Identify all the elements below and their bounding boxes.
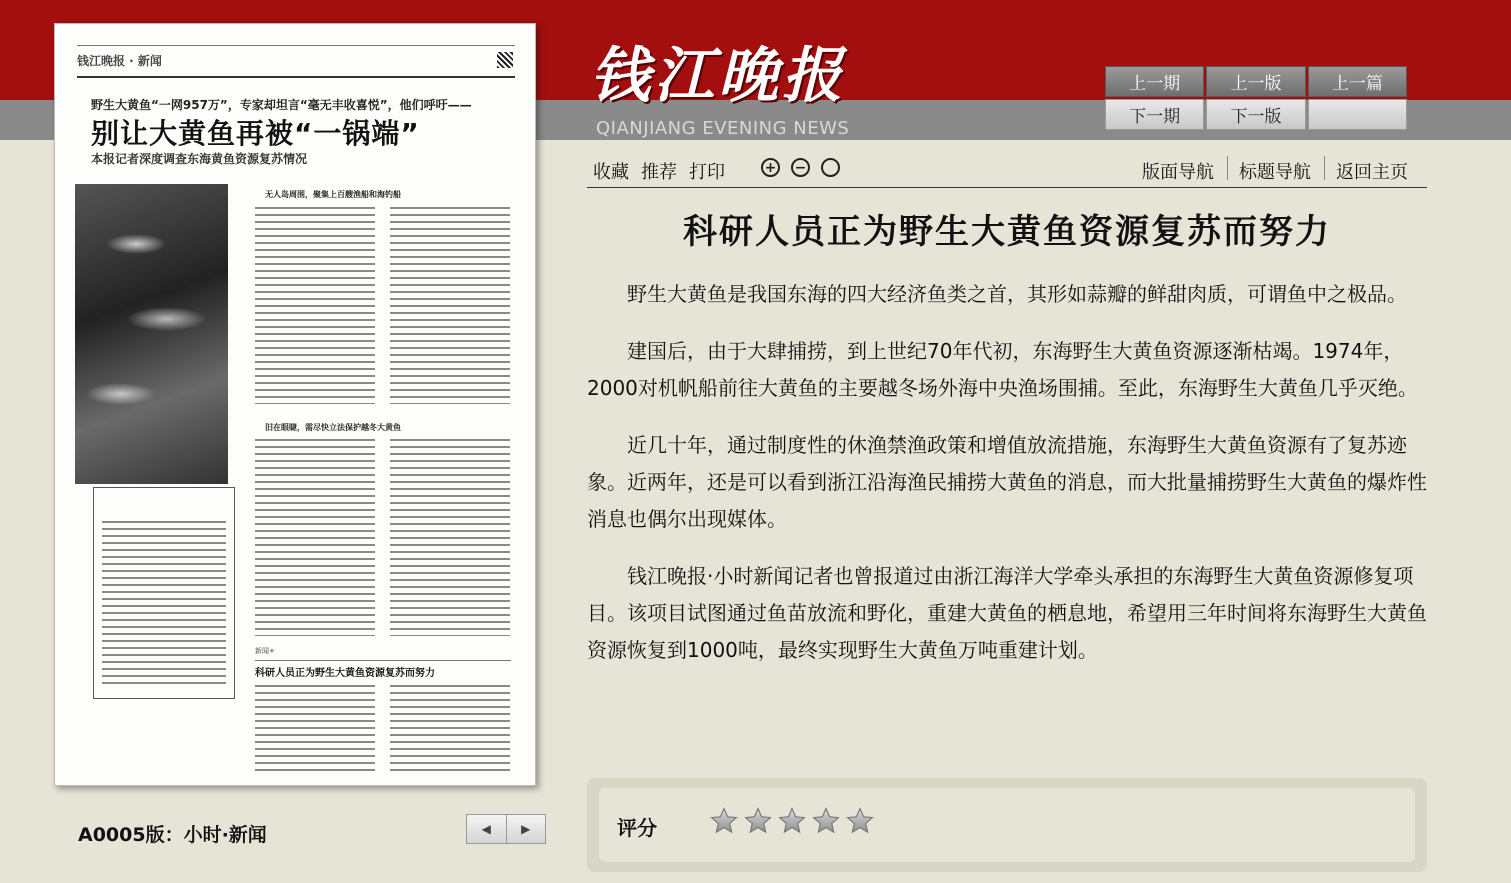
rating-panel-inner [599,788,1415,862]
next-article-button-empty [1308,99,1407,130]
page-nav-link[interactable]: 版面导航 [1142,162,1214,183]
next-page-button[interactable]: 下一版 [1206,99,1305,130]
prev-page-button[interactable]: 上一版 [1206,66,1305,97]
paper-section-title[interactable]: 科研人员正为野生大黄鱼资源复苏而努力 [255,668,435,679]
paper-kicker: 野生大黄鱼“一网957万”，专家却坦言“毫无丰收喜悦”，他们呼吁—— [91,98,472,112]
paper-deck: 本报记者深度调查东海黄鱼资源复苏情况 [91,152,308,166]
paper-subhead-1: 无人岛周围，聚集上百艘渔船和海钓船 [265,190,401,199]
page-arrows [466,814,546,844]
paper-text-column [255,682,375,772]
qr-code-icon [497,52,513,68]
star-icon[interactable] [709,806,739,836]
paper-text-column [390,436,510,636]
rating-panel [587,778,1427,872]
paper-section-tag: 新闻+ [255,647,275,655]
home-link[interactable]: 返回主页 [1336,162,1408,183]
newspaper-page-preview[interactable] [54,23,536,786]
zoom-reset-icon[interactable] [821,158,840,177]
rating-label: 评分 [617,816,657,840]
article-paragraph: 建国后，由于大肆捕捞，到上世纪70年代初，东海野生大黄鱼资源逐渐枯竭。1974年，2000对机帆船前往大黄鱼的主要越冬场外海中央渔场围捕。至此，东海野生大黄鱼几乎灭绝。 [587,339,1418,400]
paper-brand: 钱江晚报 · 新闻 [77,54,162,68]
article-body [587,276,1429,689]
fish-photo [75,184,228,484]
paper-headline[interactable]: 别让大黄鱼再被“一锅端” [91,117,420,150]
article-tools-bar [587,152,1427,188]
rating-stars [709,806,875,836]
zoom-out-icon[interactable]: − [791,158,810,177]
prev-page-arrow-icon[interactable]: ◀ [481,822,491,836]
zoom-in-icon[interactable]: + [761,158,780,177]
prev-article-button[interactable]: 上一篇 [1308,66,1407,97]
paper-masthead-rule [77,76,515,78]
recommend-link[interactable]: 推荐 [641,162,677,183]
star-icon[interactable] [845,806,875,836]
issue-navigation [1105,66,1407,130]
next-page-arrow-icon[interactable]: ▶ [506,815,546,843]
article-paragraph: 野生大黄鱼是我国东海的四大经济鱼类之首，其形如蒜瓣的鲜甜肉质，可谓鱼中之极品。 [627,282,1407,306]
star-icon[interactable] [777,806,807,836]
divider [1324,156,1325,180]
next-issue-button[interactable]: 下一期 [1105,99,1204,130]
edition-label: A0005版：小时·新闻 [78,824,267,846]
prev-issue-button[interactable]: 上一期 [1105,66,1204,97]
divider [1227,156,1228,180]
print-link[interactable]: 打印 [689,162,725,183]
star-icon[interactable] [743,806,773,836]
title-nav-link[interactable]: 标题导航 [1239,162,1311,183]
paper-text-column [390,204,510,404]
newspaper-logo[interactable]: 钱江晚报 [590,41,846,111]
paper-subhead-2: 旧在眼睫，需尽快立法保护越冬大黄鱼 [265,423,401,432]
favorite-link[interactable]: 收藏 [593,162,629,183]
paper-text-column [255,436,375,636]
newspaper-logo-english: QIANJIANG EVENING NEWS [596,118,850,139]
paper-text-column [255,204,375,404]
star-icon[interactable] [811,806,841,836]
paper-text-column [390,682,510,772]
paper-text-column [102,518,226,688]
paper-top-rule [77,36,515,46]
article-paragraph: 近几十年，通过制度性的休渔禁渔政策和增值放流措施，东海野生大黄鱼资源有了复苏迹象。近两年，还是可以看到浙江沿海渔民捕捞大黄鱼的消息，而大批量捕捞野生大黄鱼的爆炸性消息也偶尔出现媒体。 [587,433,1427,531]
paper-section-rule [255,660,511,661]
paper-sidebar-box [93,487,235,699]
article-paragraph: 钱江晚报·小时新闻记者也曾报道过由浙江海洋大学牵头承担的东海野生大黄鱼资源修复项目。该项目试图通过鱼苗放流和野化，重建大黄鱼的栖息地，希望用三年时间将东海野生大黄鱼资源恢复到1000吨，最终实现野生大黄鱼万吨重建计划。 [587,564,1427,662]
article-title: 科研人员正为野生大黄鱼资源复苏而努力 [683,212,1331,252]
